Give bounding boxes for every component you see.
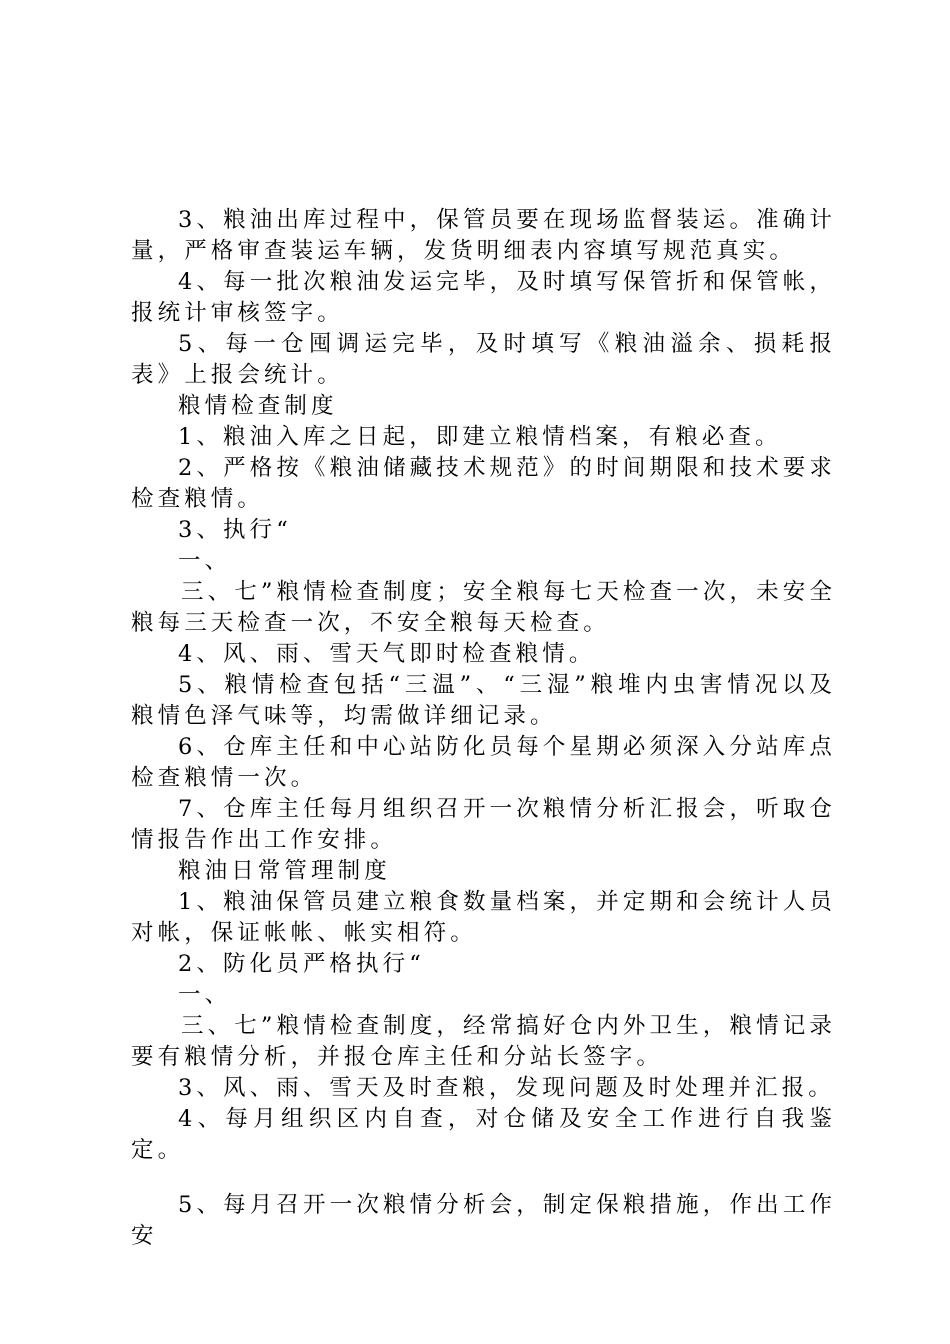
paragraph-item: 7、仓库主任每月组织召开一次粮情分析汇报会，听取仓情报告作出工作安排。 [131,796,836,853]
paragraph-item: 1、粮油入库之日起，即建立粮情档案，有粮必查。 [178,424,782,450]
document-body [131,205,836,1252]
paragraph-item: 5、每月召开一次粮情分析会，制定保粮措施，作出工作安 [131,1192,836,1249]
paragraph-item: 3、粮油出库过程中，保管员要在现场监督装运。准确计量，严格审查装运车辆，发货明细表内容填写规范真实。 [131,207,836,264]
paragraph-fragment: 一、 [178,548,232,574]
paragraph-item: 3、风、雨、雪天及时查粮，发现问题及时处理并汇报。 [178,1075,835,1101]
paragraph-fragment: 一、 [178,982,232,1008]
paragraph-continuation: 三、七”粮情检查制度；安全粮每七天检查一次，未安全粮每三天检查一次，不安全粮每天检查。 [131,579,836,636]
paragraph-item: 3、执行“ [178,517,292,543]
paragraph-item: 2、防化员严格执行“ [178,951,425,977]
paragraph-item: 4、风、雨、雪天气即时检查粮情。 [178,641,596,667]
paragraph-item: 2、严格按《粮油储藏技术规范》的时间期限和技术要求检查粮情。 [131,455,836,512]
paragraph-item: 6、仓库主任和中心站防化员每个星期必须深入分站库点检查粮情一次。 [131,734,836,791]
paragraph-item: 5、粮情检查包括“三温”、“三湿”粮堆内虫害情况以及粮情色泽气味等，均需做详细记录。 [131,672,836,729]
paragraph-item: 4、每一批次粮油发运完毕，及时填写保管折和保管帐，报统计审核签字。 [131,269,836,326]
paragraph-gap [131,1166,836,1190]
paragraph-item: 5、每一仓囤调运完毕，及时填写《粮油溢余、损耗报表》上报会统计。 [131,331,836,388]
paragraph-item: 4、每月组织区内自查，对仓储及安全工作进行自我鉴定。 [131,1106,836,1163]
section-heading-daily-management: 粮油日常管理制度 [178,858,391,884]
section-heading-grain-inspection: 粮情检查制度 [178,393,338,419]
paragraph-continuation: 三、七”粮情检查制度，经常搞好仓内外卫生，粮情记录要有粮情分析，并报仓库主任和分站长签字。 [131,1013,836,1070]
paragraph-item: 1、粮油保管员建立粮食数量档案，并定期和会统计人员对帐，保证帐帐、帐实相符。 [131,889,836,946]
